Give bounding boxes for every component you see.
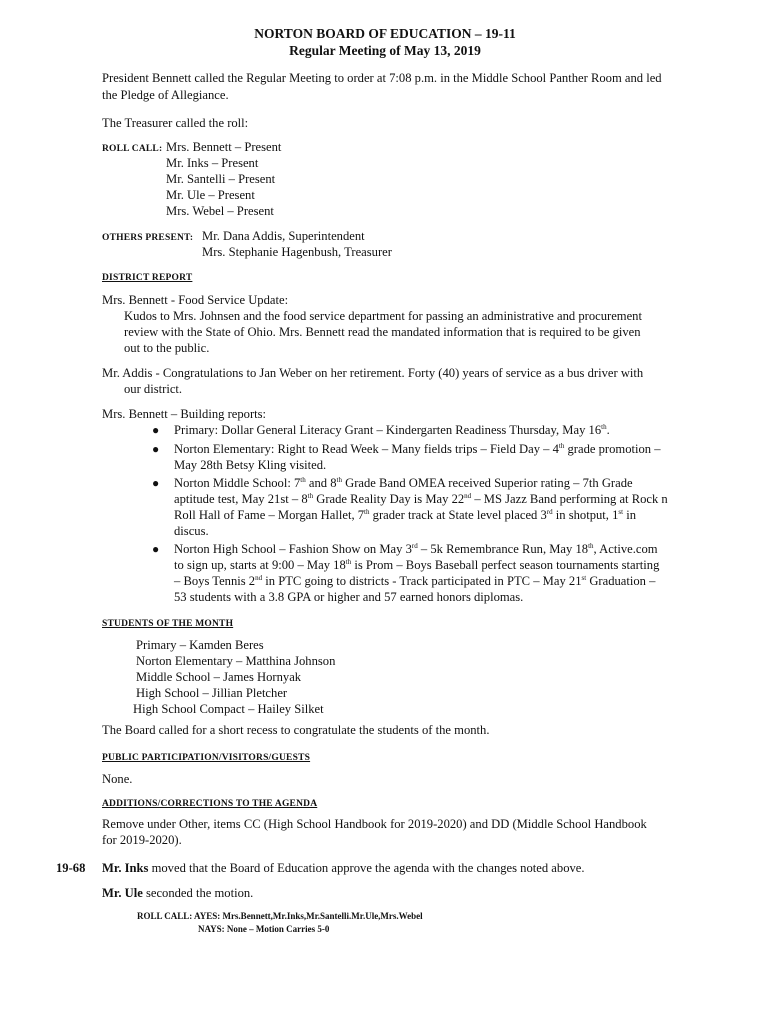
primary-report: Primary: Dollar General Literacy Grant – Kindergarten Readiness Thursday, May 16th.: [174, 422, 610, 437]
public-participation-text: None.: [102, 772, 133, 786]
roll-call-member: Mr. Ule – Present: [166, 188, 255, 202]
roll-call-member: Mr. Inks – Present: [166, 156, 259, 170]
food-service-heading: Mrs. Bennett - Food Service Update:: [102, 293, 289, 307]
students-heading: STUDENTS OF THE MONTH: [102, 619, 234, 629]
public-participation-heading: PUBLIC PARTICIPATION/VISITORS/GUESTS: [102, 753, 311, 763]
food-service-line: out to the public.: [124, 341, 210, 355]
district-report-heading: DISTRICT REPORT: [102, 273, 193, 283]
food-service-line: review with the State of Ohio. Mrs. Bennett read the mandated information that is required to be given: [124, 325, 641, 339]
student-of-month: Norton Elementary – Matthina Johnson: [136, 654, 336, 668]
others-present-person: Mrs. Stephanie Hagenbush, Treasurer: [202, 245, 392, 259]
motion-roll-call: ROLL CALL: AYES: Mrs.Bennett,Mr.Inks,Mr.Santelli.Mr.Ule,Mrs.Webel: [137, 911, 423, 921]
food-service-line: Kudos to Mrs. Johnsen and the food service department for passing an administrative and procurement: [124, 309, 642, 323]
addis-report-line: Mr. Addis - Congratulations to Jan Weber on her retirement. Forty (40) years of service as a bus driver with: [102, 366, 644, 380]
high-school-report-line: 53 students with a 3.8 GPA or higher and 57 earned honors diplomas.: [174, 590, 524, 604]
middle-school-report-line: discus.: [174, 524, 209, 538]
student-of-month: Middle School – James Hornyak: [136, 670, 302, 684]
opening-paragraph-line: President Bennett called the Regular Meeting to order at 7:08 p.m. in the Middle School Panther Room and led: [102, 71, 662, 85]
roll-call-member: Mrs. Bennett – Present: [166, 140, 282, 154]
middle-school-report-line: Norton Middle School: 7th and 8th Grade Band OMEA received Superior rating – 7th Grade: [174, 475, 633, 490]
high-school-report-line: Norton High School – Fashion Show on May 3rd – 5k Remembrance Run, May 18th, Active.com: [174, 541, 658, 556]
building-reports-heading: Mrs. Bennett – Building reports:: [102, 407, 267, 421]
bullet-icon: ●: [152, 423, 160, 437]
middle-school-report-line: Roll Hall of Fame – Morgan Hallet, 7th grader track at State level placed 3rd in shotput, 1st in: [174, 507, 637, 522]
others-present-label: OTHERS PRESENT:: [102, 233, 194, 243]
document-title: NORTON BOARD OF EDUCATION – 19-11: [254, 26, 516, 41]
others-present-person: Mr. Dana Addis, Superintendent: [202, 229, 365, 243]
motion-number: 19-68: [56, 861, 86, 875]
elementary-report-line: May 28th Betsy Kling visited.: [174, 458, 327, 472]
bullet-icon: ●: [152, 442, 160, 456]
bullet-icon: ●: [152, 542, 160, 556]
document-subtitle: Regular Meeting of May 13, 2019: [289, 43, 481, 58]
additions-line: Remove under Other, items CC (High School Handbook for 2019-2020) and DD (Middle School Handbook: [102, 817, 647, 831]
recess-note: The Board called for a short recess to congratulate the students of the month.: [102, 723, 490, 737]
additions-line: for 2019-2020).: [102, 833, 182, 847]
opening-paragraph-line: the Pledge of Allegiance.: [102, 88, 229, 102]
student-of-month: Primary – Kamden Beres: [136, 638, 264, 652]
bullet-icon: ●: [152, 476, 160, 490]
middle-school-report-line: aptitude test, May 21st – 8th Grade Reality Day is May 22nd – MS Jazz Band performing at Rock n: [174, 491, 668, 506]
motion-text: Mr. Inks moved that the Board of Education approve the agenda with the changes noted above.: [102, 861, 585, 875]
second-text: Mr. Ule seconded the motion.: [102, 886, 254, 900]
motion-nays: NAYS: None – Motion Carries 5-0: [198, 924, 330, 934]
student-of-month: High School – Jillian Pletcher: [136, 686, 288, 700]
elementary-report-line: Norton Elementary: Right to Read Week – Many fields trips – Field Day – 4th grade promotion –: [174, 441, 661, 456]
high-school-report-line: – Boys Tennis 2nd in PTC going to districts - Track participated in PTC – May 21st Graduation –: [174, 573, 656, 588]
roll-call-member: Mrs. Webel – Present: [166, 204, 274, 218]
student-of-month: High School Compact – Hailey Silket: [133, 702, 324, 716]
addis-report-line: our district.: [124, 382, 183, 396]
additions-heading: ADDITIONS/CORRECTIONS TO THE AGENDA: [102, 799, 318, 809]
roll-intro: The Treasurer called the roll:: [102, 116, 249, 130]
high-school-report-line: to sign up, starts at 9:00 – May 18th is Prom – Boys Baseball perfect season tournaments starting: [174, 557, 660, 572]
roll-call-label: ROLL CALL:: [102, 144, 163, 154]
roll-call-member: Mr. Santelli – Present: [166, 172, 276, 186]
